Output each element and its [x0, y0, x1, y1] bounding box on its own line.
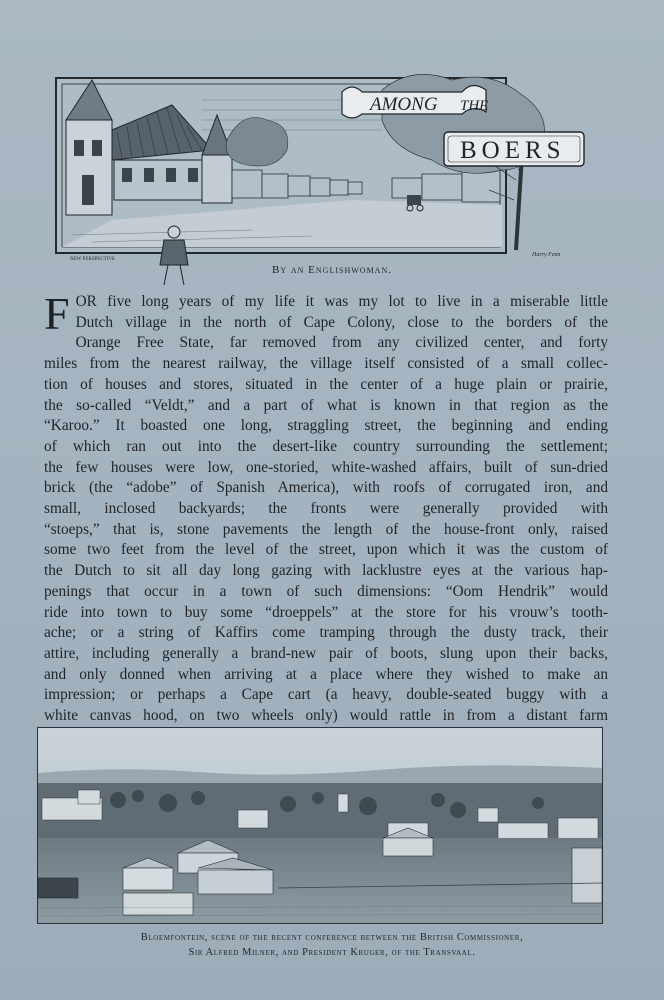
article-line: ride into town to buy some “droeppels” at the store for his vrouw’s tooth- [44, 603, 608, 621]
title-word-the: THE [460, 98, 489, 114]
article-line: Dutch village in the north of Cape Colony, close to the borders of the [75, 313, 608, 331]
drop-cap: F [44, 288, 70, 339]
article-line: ache; or a string of Kaffirs come tramping through the dusty track, their [44, 624, 608, 642]
artist-signature-right: Harry Fenn [532, 252, 561, 258]
article-line: of which ran out into the desert-like country surrounding the settlement; [44, 437, 608, 455]
article-line: “stoeps,” that is, stone pavements the length of the house-front only, raised [44, 520, 608, 538]
article-line: small, inclosed backyards; the fronts were generally provided with [44, 500, 608, 518]
article-line: “Karoo.” It boasted one long, straggling street, the beginning and ending [44, 417, 608, 435]
caption-line-1: Bloemfontein, scene of the recent conference between the British Commissioner, [140, 932, 524, 943]
article-line: Orange Free State, far removed from any civilized center, and forty [75, 334, 608, 352]
article-line: and only donned when arriving at a place where they wished to make an [44, 665, 608, 683]
article-line: tion of houses and stores, situated in the center of a huge plain or prairie, [44, 375, 608, 393]
article-line: attire, including generally a brand-new pair of boots, slung upon their backs, [44, 644, 608, 662]
article-line: the so-called “Veldt,” and a part of what is known in that region as the [44, 396, 608, 414]
article-body [44, 288, 608, 727]
article-byline: By an Englishwoman. [272, 264, 392, 276]
bloemfontein-photo [37, 727, 603, 924]
article-line: miles from the nearest railway, the village itself consisted of a small collec- [44, 355, 608, 373]
caption-line-2: Sir Alfred Milner, and President Kruger, of the Transvaal. [188, 947, 476, 958]
title-boers-box [444, 132, 584, 166]
photo-caption [30, 930, 634, 960]
article-line: some two feet from the level of the street, upon which it was the custom of [44, 541, 608, 559]
article-line: brick (the “adobe” of Spanish America), with roofs of corrugated iron, and [44, 479, 608, 497]
title-word-boers: BOERS [460, 137, 566, 164]
article-line: white canvas hood, on two wheels only) would rattle in from a distant farm [44, 707, 608, 725]
artist-signature-left: NEW PERSPECTIVE [70, 257, 116, 262]
title-word-among: AMONG [370, 94, 438, 115]
article-line: the Dutch to sit all day long gazing with lacklustre eyes at the various hap- [44, 562, 608, 580]
article-line: penings that occur in a town of such dimensions: “Oom Hendrik” would [44, 582, 608, 600]
article-line: OR five long years of my life it was my lot to live in a miserable little [75, 293, 608, 310]
article-line: the few houses were low, one-storied, white-washed affairs, built of sun-dried [44, 458, 608, 476]
header-illustration [52, 60, 592, 290]
article-line: impression; or perhaps a Cape cart (a heavy, double-seated buggy with a [44, 686, 608, 704]
